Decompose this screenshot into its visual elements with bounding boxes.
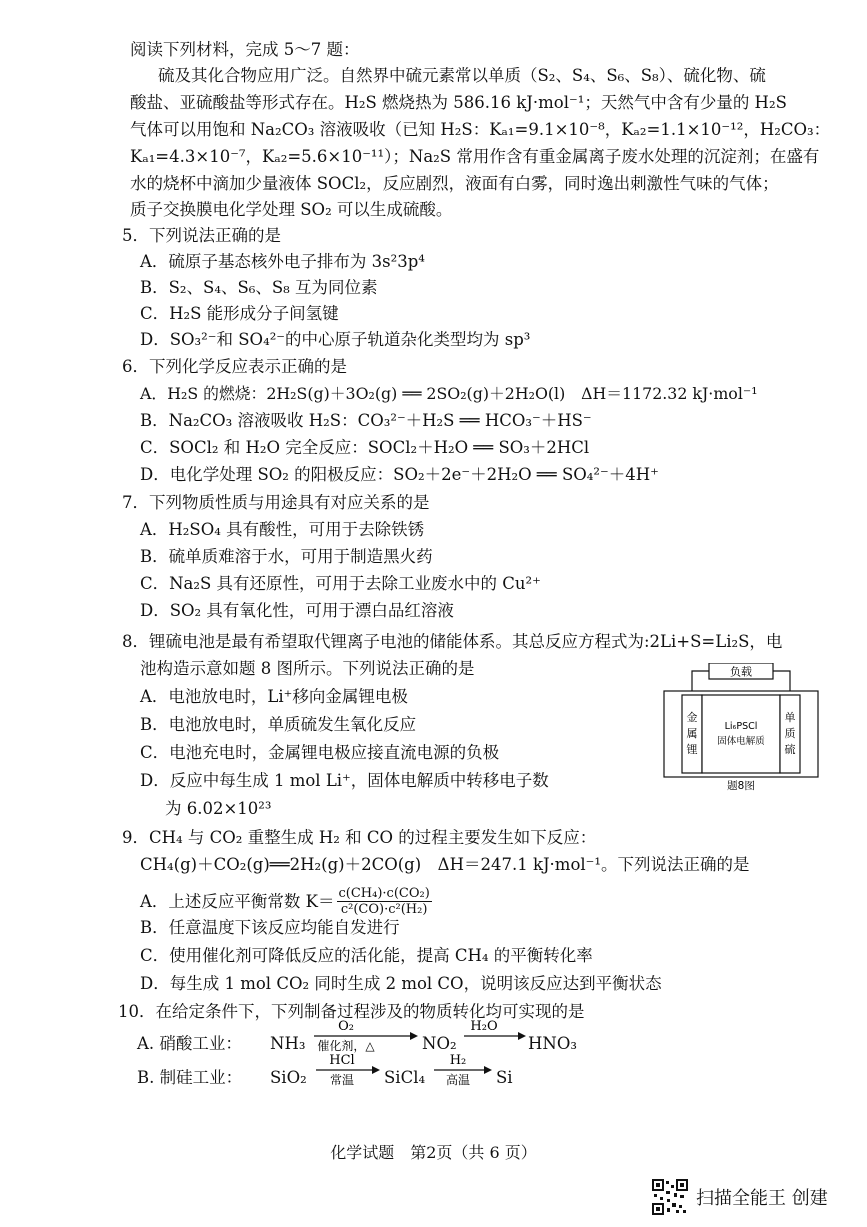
q8-option-d-line-2: 为 6.02×10²³	[165, 799, 272, 818]
q9-option-a-prefix: A．上述反应平衡常数 K＝	[140, 891, 335, 911]
material-line-2: 酸盐、亚硫酸盐等形式存在。H₂S 燃烧热为 586.16 kJ·mol⁻¹；天然气中含有少量的 H₂S	[130, 93, 787, 112]
battery-diagram	[662, 663, 820, 791]
page-footer: 化学试题 第2页（共 6 页）	[330, 1143, 537, 1162]
lithium-char-2: 属	[686, 727, 698, 740]
q5-option-c: C．H₂S 能形成分子间氢键	[140, 304, 339, 323]
sulfur-char-2: 质	[784, 727, 796, 740]
q10-a-arrow-2	[462, 1017, 532, 1047]
scanner-watermark	[652, 1177, 857, 1217]
material-line-6: 质子交换膜电化学处理 SO₂ 可以生成硫酸。	[130, 200, 453, 219]
lithium-char-3: 锂	[686, 743, 698, 756]
q8-option-a: A．电池放电时，Li⁺移向金属锂电极	[140, 687, 408, 706]
q5-stem: 5．下列说法正确的是	[122, 226, 281, 245]
q9-option-b: B．任意温度下该反应均能自发进行	[140, 918, 400, 937]
intro-text: 阅读下列材料，完成 5～7 题：	[130, 40, 360, 59]
q5-option-a: A．硫原子基态核外电子排布为 3s²3p⁴	[140, 252, 425, 271]
q10-a-arrow-2-top: H₂O	[470, 1019, 498, 1034]
q7-option-d: D．SO₂ 具有氧化性，可用于漂白品红溶液	[140, 601, 454, 620]
q10-b-arrow-2-bottom: 高温	[445, 1073, 471, 1087]
q10-a-nh3: NH₃	[270, 1034, 306, 1053]
q10-option-a-label: A. 硝酸工业：	[137, 1034, 242, 1053]
q9-option-a	[140, 886, 432, 917]
q6-option-a: A．H₂S 的燃烧：2H₂S(g)＋3O₂(g) ══ 2SO₂(g)＋2H₂O(l) ΔH＝1172.32 kJ·mol⁻¹	[140, 384, 758, 403]
q6-option-c: C．SOCl₂ 和 H₂O 完全反应：SOCl₂＋H₂O ══ SO₃＋2HCl	[140, 438, 590, 457]
q8-stem-line-1: 8．锂硫电池是最有希望取代锂离子电池的储能体系。其总反应方程式为:2Li+S=Li₂S，电	[122, 632, 783, 651]
material-line-5: 水的烧杯中滴加少量液体 SOCl₂，反应剧烈，液面有白雾，同时逸出刺激性气味的气体；	[130, 174, 779, 193]
q10-stem: 10．在给定条件下，下列制备过程涉及的物质转化均可实现的是	[118, 1002, 585, 1021]
diagram-caption: 题8图	[727, 780, 755, 791]
q7-option-c: C．Na₂S 具有还原性，可用于去除工业废水中的 Cu²⁺	[140, 574, 541, 593]
q8-option-c: C．电池充电时，金属锂电极应接直流电源的负极	[140, 743, 500, 762]
q10-a-arrow-1-top: O₂	[338, 1019, 354, 1034]
q8-option-b: B．电池放电时，单质硫发生氧化反应	[140, 715, 417, 734]
q6-stem: 6．下列化学反应表示正确的是	[122, 357, 347, 376]
q8-option-d-line-1: D．反应中每生成 1 mol Li⁺，固体电解质中转移电子数	[140, 771, 549, 790]
q10-a-arrow-1-bottom: 催化剂，△	[317, 1039, 375, 1053]
battery-diagram-svg	[662, 663, 820, 791]
q10-b-sicl4: SiCl₄	[384, 1068, 426, 1087]
q6-option-b: B．Na₂CO₃ 溶液吸收 H₂S：CO₃²⁻＋H₂S ══ HCO₃⁻＋HS⁻	[140, 411, 592, 430]
q7-option-b: B．硫单质难溶于水，可用于制造黑火药	[140, 547, 433, 566]
electrolyte-label: 固体电解质	[717, 736, 765, 747]
solid-electrolyte	[702, 695, 780, 773]
qr-code-icon	[652, 1179, 688, 1215]
material-line-1: 硫及其化合物应用广泛。自然界中硫元素常以单质（S₂、S₄、S₆、S₈）、硫化物、硫	[158, 66, 766, 85]
q6-option-d: D．电化学处理 SO₂ 的阳极反应：SO₂＋2e⁻＋2H₂O ══ SO₄²⁻＋4H⁺	[140, 465, 659, 484]
wire-right	[773, 671, 790, 691]
watermark-text: 扫描全能王 创建	[696, 1188, 828, 1209]
q7-stem: 7．下列物质性质与用途具有对应关系的是	[122, 493, 430, 512]
q10-b-arrow-1-bottom: 常温	[329, 1073, 355, 1087]
q10-a-no2: NO₂	[422, 1034, 457, 1053]
load-label: 负载	[730, 665, 752, 679]
q10-b-arrow-1	[314, 1051, 384, 1091]
q5-option-b: B．S₂、S₄、S₆、S₈ 互为同位素	[140, 278, 378, 297]
q8-stem-line-2: 池构造示意如题 8 图所示。下列说法正确的是	[140, 659, 475, 678]
fraction-denominator: c²(CO)·c²(H₂)	[340, 902, 428, 917]
q10-b-si: Si	[496, 1068, 513, 1087]
equilibrium-fraction	[337, 886, 432, 917]
q10-option-b-label: B. 制硅工业：	[137, 1068, 243, 1087]
electrolyte-formula: Li₆PSCl	[724, 721, 758, 732]
sulfur-char-1: 单	[784, 711, 796, 724]
q10-b-sio2: SiO₂	[270, 1068, 307, 1087]
material-line-3: 气体可以用饱和 Na₂CO₃ 溶液吸收（已知 H₂S：Kₐ₁=9.1×10⁻⁸，Kₐ₂=1.1×10⁻¹²，H₂CO₃：	[130, 120, 831, 139]
q9-option-d: D．每生成 1 mol CO₂ 同时生成 2 mol CO，说明该反应达到平衡状态	[140, 974, 662, 993]
material-line-4: Kₐ₁=4.3×10⁻⁷，Kₐ₂=5.6×10⁻¹¹）；Na₂S 常用作含有重金属离子废水处理的沉淀剂；在盛有	[130, 147, 820, 166]
wire-left	[692, 671, 709, 691]
q10-b-arrow-2	[432, 1051, 496, 1091]
q7-option-a: A．H₂SO₄ 具有酸性，可用于去除铁锈	[140, 520, 425, 539]
q9-option-c: C．使用催化剂可降低反应的活化能，提高 CH₄ 的平衡转化率	[140, 946, 593, 965]
fraction-numerator: c(CH₄)·c(CO₂)	[338, 886, 430, 901]
q5-option-d: D．SO₃²⁻和 SO₄²⁻的中心原子轨道杂化类型均为 sp³	[140, 330, 531, 349]
q10-b-arrow-1-top: HCl	[329, 1053, 355, 1068]
q10-a-hno3: HNO₃	[528, 1034, 577, 1053]
q9-stem-line-1: 9．CH₄ 与 CO₂ 重整生成 H₂ 和 CO 的过程主要发生如下反应：	[122, 828, 597, 847]
q9-stem-line-2: CH₄(g)＋CO₂(g)══2H₂(g)＋2CO(g) ΔH＝247.1 kJ·mol⁻¹。下列说法正确的是	[140, 855, 750, 874]
lithium-char-1: 金	[686, 711, 698, 724]
sulfur-char-3: 硫	[784, 743, 796, 756]
q10-b-arrow-2-top: H₂	[449, 1053, 467, 1068]
